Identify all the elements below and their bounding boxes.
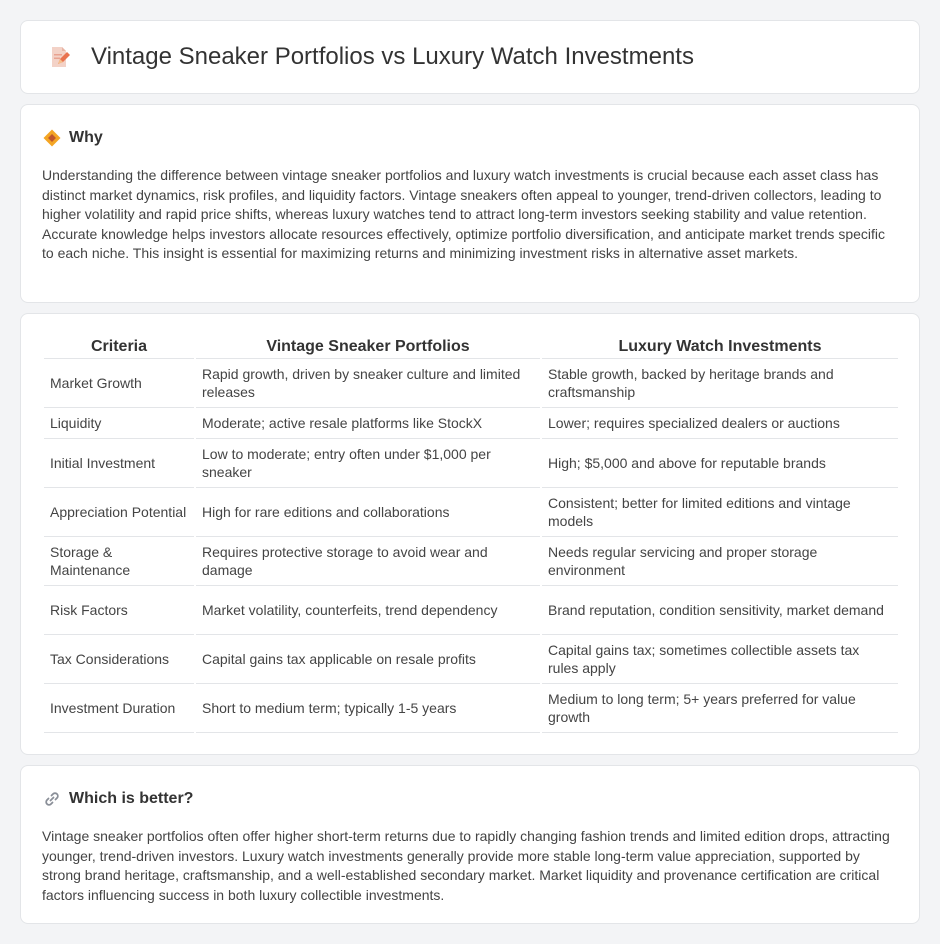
- why-body: Understanding the difference between vintage sneaker portfolios and luxury watch investments is crucial because each asset class has distinct market dynamics, risk profiles, and liquidity factors. Vintage sneakers often appeal to younger, trend-driven collectors, leading to higher volatility and rapid price shifts, whereas luxury watches tend to attract long-term investors seeking stability and value retention. Accurate knowledge helps investors allocate resources effectively, optimize portfolio diversification, and anticipate market trends specific to each niche. This insight is essential for maximizing returns and minimizing investment risks in alternative asset markets.: [42, 167, 886, 261]
- table-row: [44, 635, 898, 684]
- sneaker-cell: High for rare editions and collaborations: [196, 488, 540, 537]
- criteria-cell: Initial Investment: [44, 439, 194, 488]
- watch-cell: Capital gains tax; sometimes collectible assets tax rules apply: [542, 635, 898, 684]
- criteria-cell: Market Growth: [44, 359, 194, 408]
- criteria-cell: Appreciation Potential: [44, 488, 194, 537]
- diamond-sign-icon: [43, 129, 61, 147]
- table-row: [44, 359, 898, 408]
- table-header-row: [44, 335, 898, 359]
- table-row: [44, 586, 898, 635]
- sneaker-cell: Capital gains tax applicable on resale profits: [196, 635, 540, 684]
- watch-cell: Lower; requires specialized dealers or auctions: [542, 408, 898, 439]
- page-title: Vintage Sneaker Portfolios vs Luxury Watch Investments: [91, 43, 694, 70]
- watch-cell: High; $5,000 and above for reputable brands: [542, 439, 898, 488]
- which-better-body: Vintage sneaker portfolios often offer higher short-term returns due to rapidly changing fashion trends and limited edition drops, attracting younger, trend-driven investors. Luxury watch investments generally provide more stable long-term value appreciation, supported by strong brand heritage, craftsmanship, and a well-established secondary market. Market liquidity and provenance certification are critical factors influencing success in both luxury collectible investments.: [42, 828, 890, 903]
- watch-cell: Brand reputation, condition sensitivity, market demand: [542, 586, 898, 635]
- sneaker-cell: Short to medium term; typically 1-5 years: [196, 684, 540, 733]
- table-row: [44, 439, 898, 488]
- table-row: [44, 408, 898, 439]
- watch-cell: Needs regular servicing and proper storage environment: [542, 537, 898, 586]
- sneaker-cell: Low to moderate; entry often under $1,000 per sneaker: [196, 439, 540, 488]
- which-better-title: Which is better?: [69, 790, 194, 807]
- sneaker-cell: Requires protective storage to avoid wear and damage: [196, 537, 540, 586]
- header-criteria: Criteria: [44, 335, 194, 359]
- why-section: [20, 104, 920, 303]
- sneaker-cell: Moderate; active resale platforms like StockX: [196, 408, 540, 439]
- header-watches: Luxury Watch Investments: [542, 335, 898, 359]
- criteria-cell: Liquidity: [44, 408, 194, 439]
- watch-cell: Consistent; better for limited editions and vintage models: [542, 488, 898, 537]
- watch-cell: Medium to long term; 5+ years preferred for value growth: [542, 684, 898, 733]
- document-edit-icon: [47, 45, 71, 69]
- why-title: Why: [69, 129, 103, 146]
- sneaker-cell: Market volatility, counterfeits, trend dependency: [196, 586, 540, 635]
- criteria-cell: Tax Considerations: [44, 635, 194, 684]
- table-row: [44, 488, 898, 537]
- comparison-section: [20, 313, 920, 755]
- sneaker-cell: Rapid growth, driven by sneaker culture and limited releases: [196, 359, 540, 408]
- title-card: [20, 20, 920, 94]
- which-better-section: [20, 765, 920, 924]
- link-icon: [43, 790, 61, 808]
- criteria-cell: Risk Factors: [44, 586, 194, 635]
- comparison-table: [42, 335, 900, 733]
- header-sneakers: Vintage Sneaker Portfolios: [196, 335, 540, 359]
- watch-cell: Stable growth, backed by heritage brands and craftsmanship: [542, 359, 898, 408]
- table-row: [44, 684, 898, 733]
- table-row: [44, 537, 898, 586]
- criteria-cell: Storage & Maintenance: [44, 537, 194, 586]
- criteria-cell: Investment Duration: [44, 684, 194, 733]
